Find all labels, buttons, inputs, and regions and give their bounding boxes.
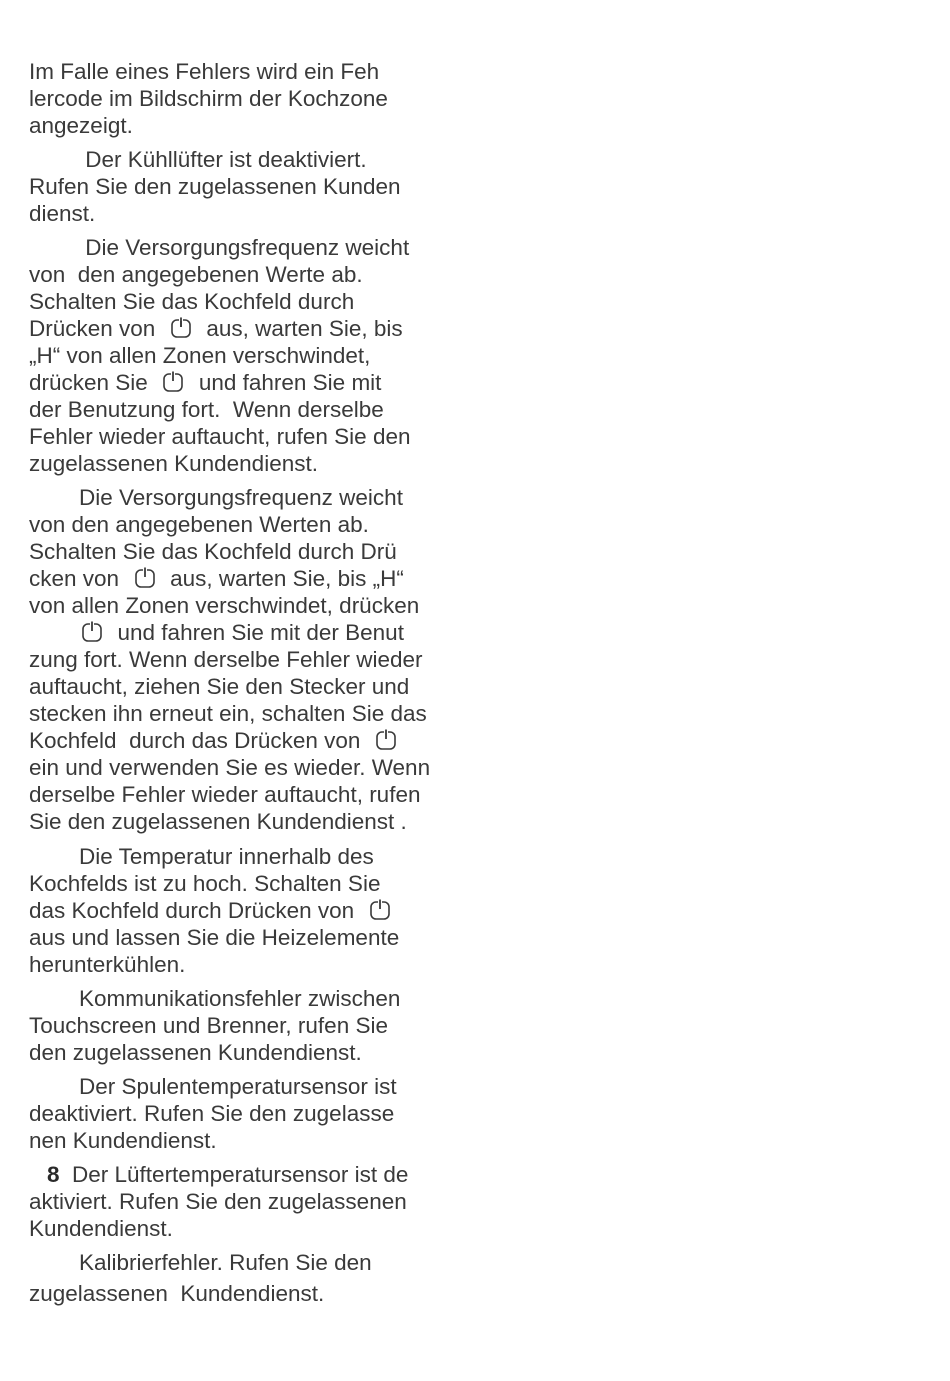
text-line — [29, 897, 459, 924]
text-line: Touchscreen und Brenner, rufen Sie — [29, 1013, 388, 1038]
text-line — [29, 315, 459, 342]
text-line: Die Versorgungsfrequenz weicht — [29, 485, 403, 510]
error-supply-frequency-2 — [29, 484, 459, 835]
text-line: Die Temperatur innerhalb des — [29, 844, 374, 869]
text-line: angezeigt. — [29, 113, 133, 138]
text-segment: cken von — [29, 566, 132, 591]
text-line: von den angegebenen Werten ab. — [29, 512, 369, 537]
text-line: Der Spulentemperatursensor ist — [29, 1074, 397, 1099]
text-line: den zugelassenen Kundendienst. — [29, 1040, 362, 1065]
text-line: Kochfelds ist zu hoch. Schalten Sie — [29, 871, 381, 896]
text-line — [29, 727, 459, 754]
text-line: deaktiviert. Rufen Sie den zugelasse — [29, 1101, 395, 1126]
text-line — [29, 1161, 459, 1188]
text-line: aktiviert. Rufen Sie den zugelassenen — [29, 1189, 407, 1214]
text-segment: Der Lüftertemperatursensor ist de — [59, 1162, 409, 1187]
text-line: Im Falle eines Fehlers wird ein Feh — [29, 59, 380, 84]
text-line: Schalten Sie das Kochfeld durch Drü — [29, 539, 397, 564]
error-fan-temperature-sensor — [29, 1161, 459, 1242]
error-calibration — [29, 1249, 459, 1307]
text-segment: Kochfeld durch das Drücken von — [29, 728, 373, 753]
text-line: aus und lassen Sie die Heizelemente — [29, 925, 400, 950]
error-cooling-fan — [29, 146, 459, 227]
text-line: Der Kühllüfter ist deaktiviert. — [29, 147, 367, 172]
text-line — [29, 369, 459, 396]
text-line: lercode im Bildschirm der Kochzone — [29, 86, 388, 111]
error-supply-frequency-1 — [29, 234, 459, 477]
text-line: Schalten Sie das Kochfeld durch — [29, 289, 355, 314]
text-line: zugelassenen Kundendienst. — [29, 1281, 325, 1306]
error-code: 8 — [47, 1162, 60, 1187]
power-button-icon — [375, 729, 397, 751]
text-line: stecken ihn erneut ein, schalten Sie das — [29, 701, 427, 726]
text-line: Kommunikationsfehler zwischen — [29, 986, 401, 1011]
error-temperature-too-high — [29, 843, 459, 978]
text-segment: aus, warten Sie, bis „H“ — [157, 566, 404, 591]
text-line: Fehler wieder auftaucht, rufen Sie den — [29, 424, 411, 449]
error-communication — [29, 985, 459, 1066]
text-line: nen Kundendienst. — [29, 1128, 217, 1153]
text-line: ein und verwenden Sie es wieder. Wenn — [29, 755, 431, 780]
text-line: von allen Zonen verschwindet, drücken — [29, 593, 420, 618]
text-segment: aus, warten Sie, bis — [193, 316, 403, 341]
text-line: Sie den zugelassenen Kundendienst . — [29, 809, 407, 834]
text-line: auftaucht, ziehen Sie den Stecker und — [29, 674, 410, 699]
text-segment: Drücken von — [29, 316, 168, 341]
power-button-icon — [81, 621, 103, 643]
power-button-icon — [170, 317, 192, 339]
text-line: derselbe Fehler wieder auftaucht, rufen — [29, 782, 421, 807]
text-line: von den angegebenen Werte ab. — [29, 262, 363, 287]
text-line: Kundendienst. — [29, 1216, 173, 1241]
error-coil-temperature-sensor — [29, 1073, 459, 1154]
text-segment: und fahren Sie mit der Benut — [105, 620, 404, 645]
text-line: Die Versorgungsfrequenz weicht — [29, 235, 410, 260]
text-line — [29, 565, 459, 592]
text-line: zung fort. Wenn derselbe Fehler wieder — [29, 647, 423, 672]
power-button-icon — [162, 371, 184, 393]
power-button-icon — [134, 567, 156, 589]
text-segment: das Kochfeld durch Drücken von — [29, 898, 367, 923]
text-line: zugelassenen Kundendienst. — [29, 451, 318, 476]
text-line: „H“ von allen Zonen verschwindet, — [29, 343, 371, 368]
text-line: herunterkühlen. — [29, 952, 186, 977]
text-line: der Benutzung fort. Wenn derselbe — [29, 397, 384, 422]
text-line: Kalibrierfehler. Rufen Sie den — [29, 1250, 372, 1275]
text-line: dienst. — [29, 201, 96, 226]
text-line — [29, 619, 459, 646]
text-line: Rufen Sie den zugelassenen Kunden — [29, 174, 401, 199]
power-button-icon — [369, 899, 391, 921]
text-segment — [29, 620, 79, 645]
text-segment: und fahren Sie mit — [186, 370, 382, 395]
intro-paragraph — [29, 58, 459, 139]
text-segment: drücken Sie — [29, 370, 161, 395]
